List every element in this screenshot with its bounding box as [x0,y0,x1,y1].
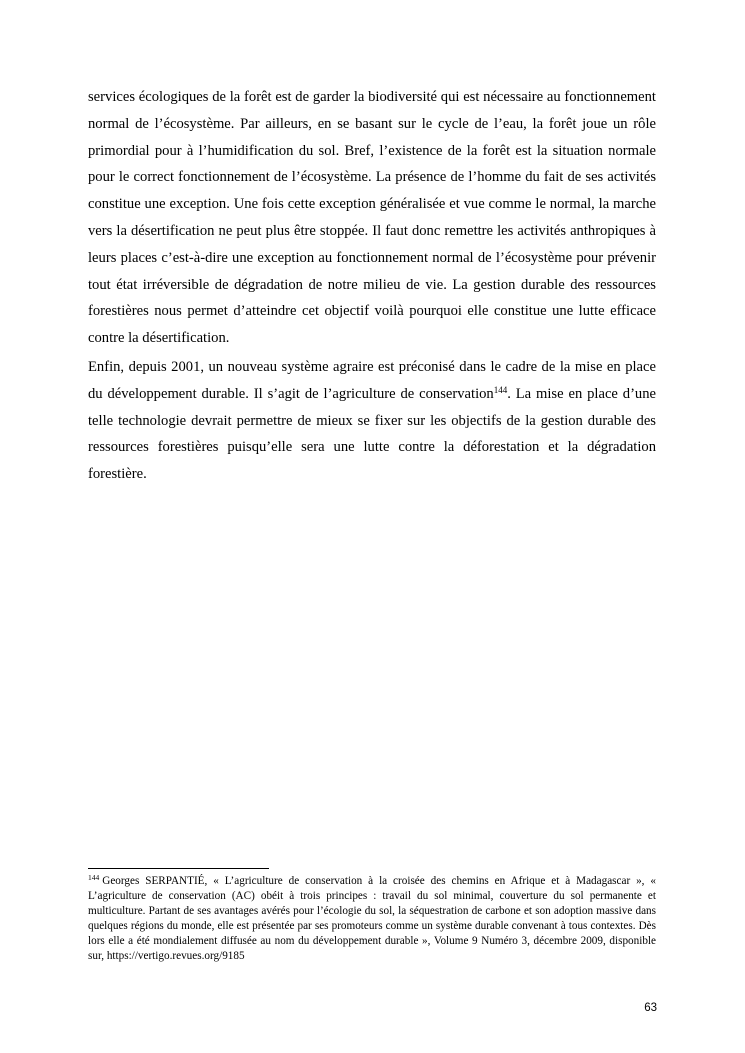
footnote-separator [88,868,269,869]
body-paragraph-1 [88,84,656,352]
paragraph-text: services écologiques de la forêt est de garder la biodiversité qui est nécessaire au fonctionnement normal de l’écosystème. Par ailleurs, en se basant sur le cycle de l’eau, la forêt joue un rôle primordial pour à l’humidification du sol. Bref, l’existence de la forêt est la situation normale pour le correct fonctionnement de l’écosystème. La présence de l’homme du fait de ses activités constitue une exception. Une fois cette exception généralisée et vue comme le normal, la marche vers la désertification ne peut plus être stoppée. Il faut donc remettre les activités anthropiques à leurs places c’est-à-dire une exception au fonctionnement normal de l’écosystème pour prévenir tout état irréversible de dégradation de notre milieu de vie. La gestion durable des ressources forestières nous permet d’atteindre cet objectif voilà pourquoi elle constitue une lutte efficace contre la désertification. [88,89,656,347]
footnote-text: Georges SERPANTIÉ, « L’agriculture de conservation à la croisée des chemins en Afrique et à Madagascar », « L’agriculture de conservation (AC) obéit à trois principes : travail du sol minimal, couverture du sol permanente et multiculture. Partant de ses avantages avérés pour l’écologie du sol, la séquestration de carbone et son adoption massive dans quelques régions du monde, elle est présentée par ses promoteurs comme un système durable convenant à tous contextes. Dès lors elle a été mondialement diffusée au nom du développement durable », Volume 9 Numéro 3, décembre 2009, disponible sur, https://vertigo.revues.org/9185 [88,875,656,962]
footnote-number: 144 [88,873,100,882]
page-number: 63 [644,1002,657,1014]
paragraph-text: . La mise en place d’une telle technologie devrait permettre de mieux se fixer sur les objectifs de la gestion durable des ressources forestières puisqu’elle sera une lutte contre la déforestation et la dégradation forestière. [88,385,656,483]
paragraph-text: Enfin, depuis 2001, un nouveau système agraire est préconisé dans le cadre de la mise en place du développement durable. Il s’agit de l’agriculture de conservation [88,359,656,402]
footnote-reference[interactable]: 144 [493,384,508,395]
footnote [88,874,656,964]
body-paragraph-2 [88,354,656,488]
